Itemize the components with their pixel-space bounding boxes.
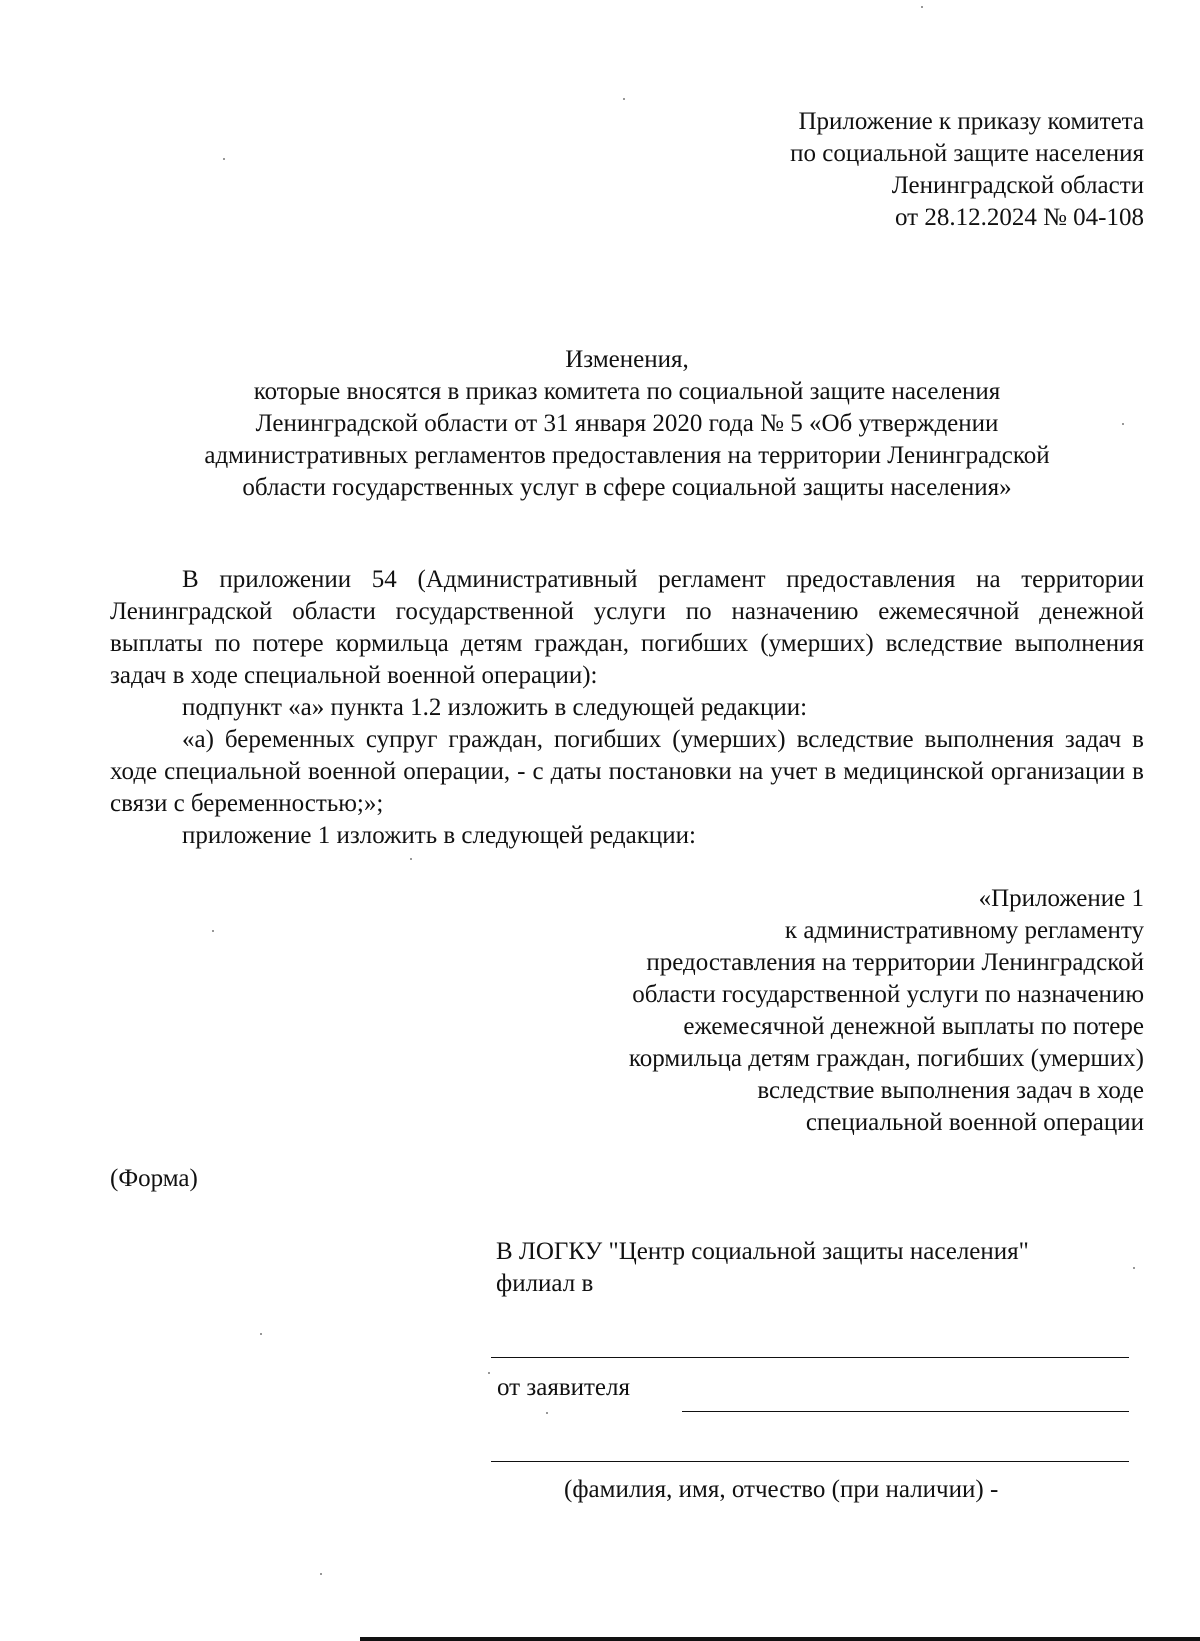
scan-speck [921,6,923,8]
addressee-line: В ЛОГКУ "Центр социальной защиты населения" [496,1238,1029,1265]
title-line: административных регламентов предоставления на территории Ленинградской [204,442,1050,469]
scan-speck [212,930,214,932]
body-paragraph: подпункт «а» пункта 1.2 изложить в следующей редакции: [182,694,808,721]
from-applicant-label: от заявителя [497,1374,630,1401]
addressee-line: филиал в [496,1270,594,1297]
full-name-caption: (фамилия, имя, отчество (при наличии) - [564,1476,999,1503]
applicant-second-blank-line [491,1461,1129,1462]
scan-speck [1133,1267,1135,1269]
header-line: Приложение к приказу комитета [798,108,1144,135]
body-paragraph: «а) беременных супруг граждан, погибших (умерших) вследствие выполнения задач в ходе специальной военной операции, - с даты постановки на учет в медицинской организации в связи с беременностью;»; [110,726,1144,817]
header-line: по социальной защите населения [790,140,1144,167]
annex-line: к административному регламенту [784,917,1144,944]
scan-speck [260,1333,262,1335]
title-line: Ленинградской области от 31 января 2020 года № 5 «Об утверждении [255,410,999,437]
body-paragraph: приложение 1 изложить в следующей редакции: [182,822,696,849]
annex-line: вследствие выполнения задач в ходе [757,1077,1144,1104]
header-line: от 28.12.2024 № 04-108 [894,204,1144,231]
body-paragraph: В приложении 54 (Административный регламент предоставления на территории Ленинградской области государственной услуги по назначению ежемесячной денежной выплаты по потере кормильца детям граждан, погибших (умерших) вследствие выполнения задач в ходе специальной военной операции): [110,566,1144,689]
header-line: Ленинградской области [891,172,1144,199]
form-label: (Форма) [110,1165,198,1192]
annex-line: предоставления на территории Ленинградской [646,949,1144,976]
title-line: области государственных услуг в сфере социальной защиты населения» [242,474,1012,501]
title-line: Изменения, [565,346,689,373]
annex-line: специальной военной операции [805,1109,1144,1136]
document-title [110,344,1144,504]
annex-line: ежемесячной денежной выплаты по потере [683,1013,1144,1040]
scan-edge [360,1637,1200,1641]
order-appendix-header [600,106,1144,234]
scan-speck [223,158,225,160]
annex-header [520,883,1144,1139]
scan-speck [1122,423,1124,425]
form-addressee [496,1236,1136,1300]
body-text [110,564,1144,852]
scan-speck [488,1372,490,1374]
scan-speck [623,98,625,100]
branch-blank-line [491,1357,1129,1358]
applicant-blank-line [682,1411,1129,1412]
scan-speck [546,1412,548,1414]
annex-line: области государственной услуги по назначению [632,981,1144,1008]
scan-speck [320,1573,322,1575]
annex-line: «Приложение 1 [978,885,1144,912]
annex-line: кормильца детям граждан, погибших (умерших) [628,1045,1144,1072]
scan-speck [410,858,412,860]
title-line: которые вносятся в приказ комитета по социальной защите населения [253,378,1001,405]
